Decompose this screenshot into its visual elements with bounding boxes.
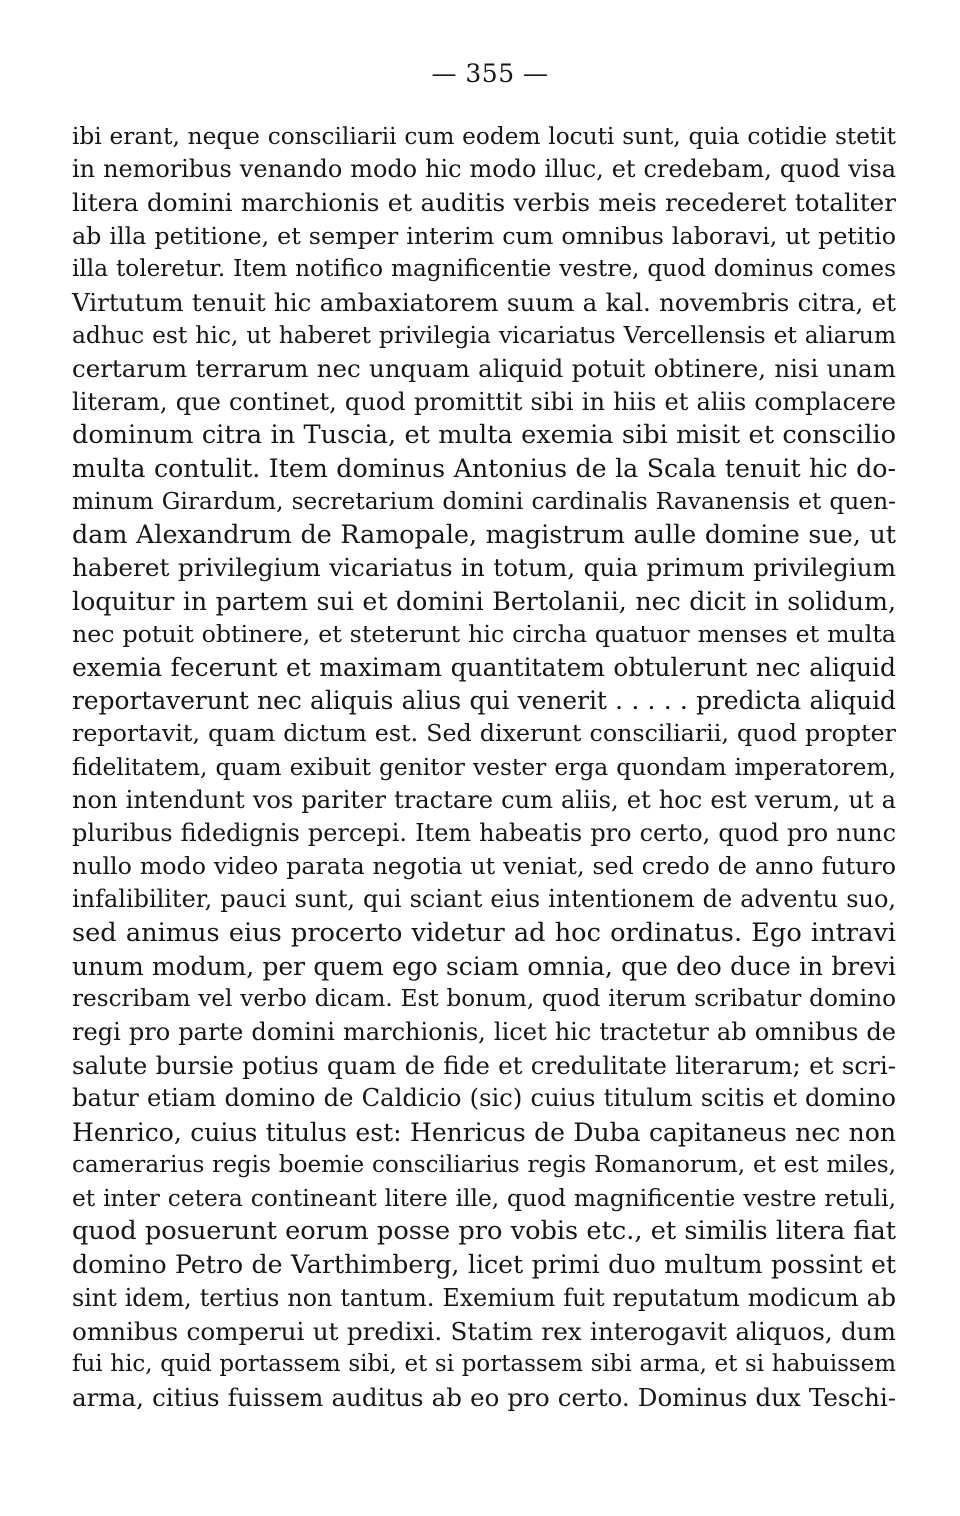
text-line: multa contulit. Item dominus Antonius de la Scala tenuit hic do- (72, 453, 896, 483)
text-line: nullo modo video parata negotia ut veniat, sed credo de anno futuro (72, 852, 896, 881)
text-line: reportaverunt nec aliquis alius qui venerit . . . . . predicta aliquid (72, 686, 896, 716)
text-line: salute bursie potius quam de fide et credulitate literarum; et scri- (72, 1051, 896, 1081)
text-line: ibi erant, neque consciliarii cum eodem locuti sunt, quia cotidie stetit (72, 123, 896, 150)
text-line: regi pro parte domini marchionis, licet hic tractetur ab omnibus de (72, 1018, 896, 1047)
text-line: fidelitatem, quam exibuit genitor vester erga quondam imperatorem, (72, 752, 896, 781)
text-line: certarum terrarum nec unquam aliquid potuit obtinere, nisi unam (72, 354, 896, 384)
text-line: haberet privilegium vicariatus in totum, quia primum privilegium (72, 553, 896, 583)
text-line: Virtutum tenuit hic ambaxiatorem suum a kal. novembris citra, et (72, 287, 896, 317)
text-line: minum Girardum, secretarium domini cardinalis Ravanensis et quen- (72, 488, 896, 516)
text-line: loquitur in partem sui et domini Bertolanii, nec dicit in solidum, (72, 586, 896, 616)
text-line: illa toleretur. Item notifico magnificentie vestre, quod dominus comes (72, 255, 896, 282)
text-line: dam Alexandrum de Ramopale, magistrum aulle domine sue, ut (72, 519, 896, 550)
text-line: pluribus fidedignis percepi. Item habeatis pro certo, quod pro nunc (72, 818, 896, 847)
text-line: Henrico, cuius titulus est: Henricus de Duba capitaneus nec non (72, 1117, 896, 1147)
page-number: — 355 — (431, 59, 549, 88)
text-line: adhuc est hic, ut haberet privilegia vicariatus Vercellensis et aliarum (72, 321, 896, 350)
text-line: non intendunt vos pariter tractare cum aliis, et hoc est verum, ut a (72, 785, 896, 814)
text-line: reportavit, quam dictum est. Sed dixerunt consciliarii, quod propter (72, 719, 896, 748)
text-line: literam, que continet, quod promittit sibi in hiis et aliis complacere (72, 387, 896, 416)
text-line: omnibus comperui ut predixi. Statim rex interogavit aliquos, dum (72, 1316, 896, 1346)
text-line: unum modum, per quem ego sciam omnia, que deo duce in brevi (72, 951, 896, 981)
body-text (72, 120, 896, 1414)
document-page (72, 58, 896, 1414)
text-line: batur etiam domino de Caldicio (sic) cuius titulum scitis et domino (72, 1084, 896, 1113)
text-line: domino Petro de Varthimberg, licet primi duo multum possint et (72, 1250, 896, 1280)
text-line: litera domini marchionis et auditis verbis meis recederet totaliter (72, 188, 896, 218)
text-line: rescribam vel verbo dicam. Est bonum, quod iterum scribatur domino (72, 985, 896, 1012)
text-line: infalibiliter, pauci sunt, qui sciant eius intentionem de adventu suo, (72, 885, 896, 914)
text-line: fui hic, quid portassem sibi, et si portassem sibi arma, et si habuissem (72, 1350, 896, 1377)
text-line: sint idem, tertius non tantum. Exemium fuit reputatum modicum ab (72, 1283, 896, 1312)
text-line: sed animus eius procerto videtur ad hoc ordinatus. Ego intravi (72, 917, 896, 948)
text-line: ab illa petitione, et semper interim cum omnibus laboravi, ut petitio (72, 221, 896, 250)
text-line: exemia fecerunt et maximam quantitatem obtulerunt nec aliquid (72, 653, 896, 682)
text-line: camerarius regis boemie consciliarius regis Romanorum, et est miles, (72, 1151, 896, 1178)
text-line: quod posuerunt eorum posse pro vobis etc., et similis litera fiat (72, 1216, 896, 1247)
text-line: et inter cetera contineant litere ille, quod magnificentie vestre retuli, (72, 1185, 896, 1212)
text-line: arma, citius fuissem auditus ab eo pro certo. Dominus dux Teschi- (72, 1383, 896, 1413)
text-line: dominum citra in Tuscia, et multa exemia sibi misit et conscilio (72, 419, 896, 450)
text-line: nec potuit obtinere, et steterunt hic circha quatuor menses et multa (72, 619, 896, 648)
text-line: in nemoribus venando modo hic modo illuc, et credebam, quod visa (72, 155, 896, 184)
